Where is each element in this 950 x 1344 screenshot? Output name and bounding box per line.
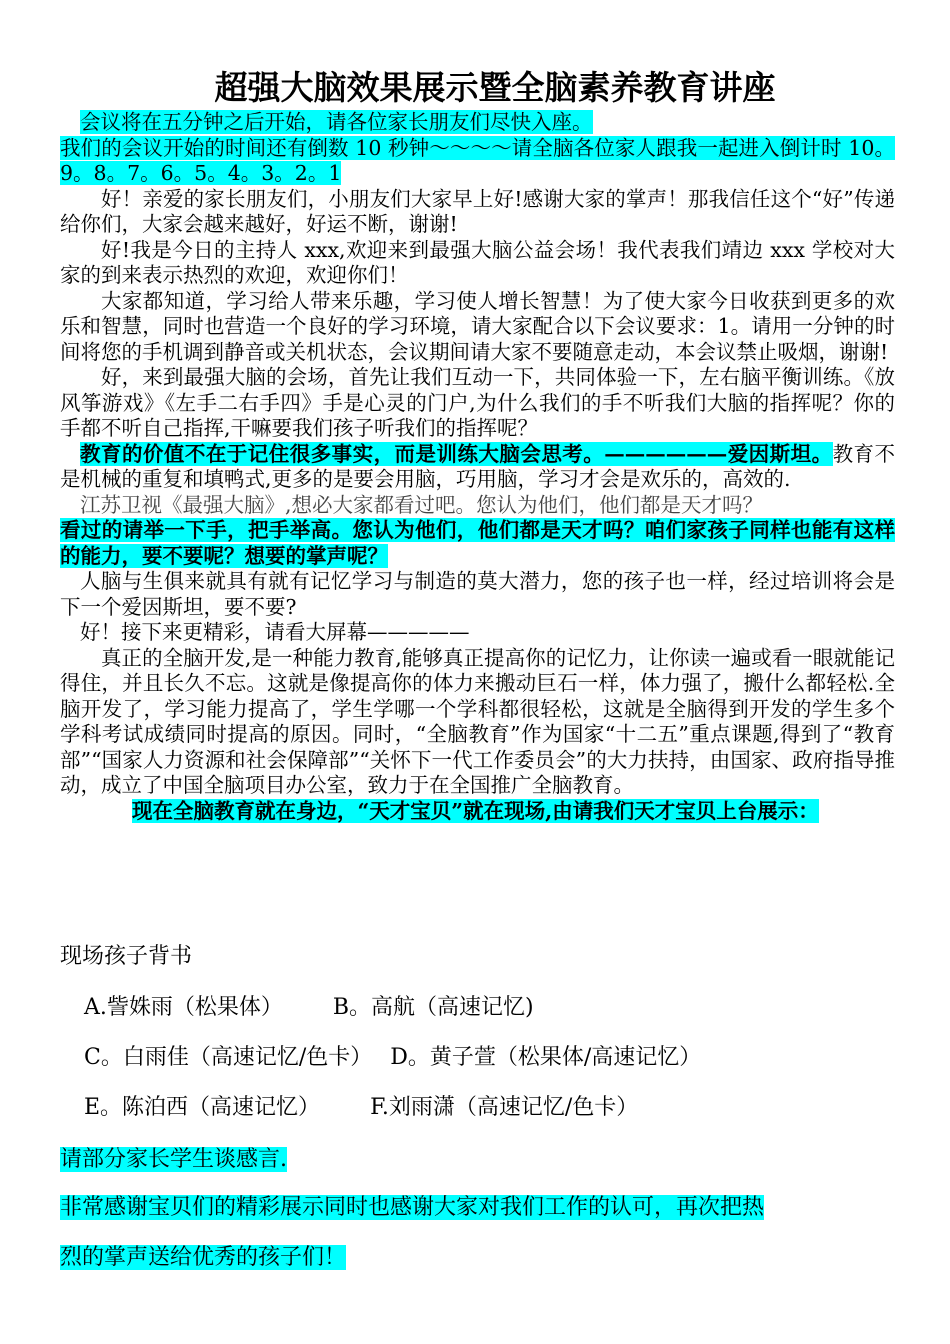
paragraph-start-notice: 会议将在五分钟之后开始，请各位家长朋友们尽快入座。 — [80, 110, 593, 134]
paragraph-genius-show: 现在全脑教育就在身边，“天才宝贝”就在现场,由请我们天才宝贝上台展示： — [132, 798, 819, 823]
closing-thanks-line1: 非常感谢宝贝们的精彩展示同时也感谢大家对我们工作的认可，再次把热 — [60, 1195, 765, 1220]
kid-c: C。白雨佳（高速记忆/色卡） — [84, 1045, 373, 1070]
recite-heading: 现场孩子背书 — [60, 944, 193, 969]
closing-feedback: 请部分家长学生谈感言. — [60, 1147, 287, 1172]
kids-row-2 — [84, 1043, 919, 1073]
paragraph-whole-brain: 真正的全脑开发,是一种能力教育,能够真正提高你的记忆力，让你读一遍或看一眼就能记得住，并且长久不忘。这就是像提高你的体力来搬动巨石一样，体力强了，搬什么都轻松.全脑开发了，学习能力提高了，学生学哪一个学科都很轻松，这就是全脑得到开发的学生多个学科考试成绩同时提高的原因。同时，“全脑教育”作为国家“十二五”重点课题,得到了“教育部”“国家人力资源和社会保障部”“关怀下一代工作委员会”的大力扶持，由国家、政府指导推动，成立了中国全脑项目办公室，致力于在全国推广全脑教育。 — [60, 645, 895, 797]
paragraph-interaction: 好，来到最强大脑的会场，首先让我们互动一下，共同体验一下，左右脑平衡训练。《放风筝游戏》《左手二右手四》手是心灵的门户,为什么我们的手不听我们大脑的指挥呢？你的手都不听自己指挥,干嘛要我们孩子听我们的指挥呢？ — [60, 365, 895, 440]
paragraph-host-intro: 好!我是今日的主持人 xxx,欢迎来到最强大脑公益会场！我代表我们靖边 xxx 学校对大家的到来表示热烈的欢迎，欢迎你们！ — [60, 237, 895, 287]
paragraph-raise-hands: 看过的请举一下手，把手举高。您认为他们，他们都是天才吗？咱们家孩子同样也能有这样的能力，要不要呢？想要的掌声呢？ — [60, 518, 895, 568]
paragraph-brain-potential: 人脑与生俱来就具有就有记忆学习与制造的莫大潜力，您的孩子也一样，经过培训将会是下一个爱因斯坦，要不要? — [60, 569, 895, 619]
paragraph-tv-show: 江苏卫视《最强大脑》,想必大家都看过吧。您认为他们，他们都是天才吗？ — [80, 492, 764, 517]
closing-thanks-line2: 烈的掌声送给优秀的孩子们！ — [60, 1245, 347, 1270]
kid-d: D。黄子萱（松果体/高速记忆） — [390, 1045, 702, 1070]
paragraph-einstein-quote: 教育的价值不在于记住很多事实，而是训练大脑会思考。——————爱因斯坦。教育不是机械的重复和填鸭式,更多的是要会用脑，巧用脑，学习才会是欢乐的，高效的. — [60, 441, 896, 491]
kid-b: B。高航（高速记忆) — [332, 995, 534, 1020]
kid-a: A.訾姝雨（松果体） — [84, 995, 283, 1020]
paragraph-meeting-rules: 大家都知道，学习给人带来乐趣，学习使人增长智慧！为了使大家今日收获到更多的欢乐和智慧，同时也营造一个良好的学习环境，请大家配合以下会议要求：1。请用一分钟的时间将您的手机调到静音或关机状态，会议期间请大家不要随意走动，本会议禁止吸烟，谢谢! — [60, 288, 895, 364]
paragraph-greeting: 好！亲爱的家长朋友们，小朋友们大家早上好!感谢大家的掌声！那我信任这个“好”传递给你们，大家会越来越好，好运不断，谢谢! — [60, 186, 895, 236]
paragraph-countdown: 我们的会议开始的时间还有倒数 10 秒钟～～～～请全脑各位家人跟我一起进入倒计时 10。9。8。7。6。5。4。3。2。1 — [60, 135, 895, 185]
kids-row-1 — [84, 993, 919, 1023]
paragraph-big-screen: 好！接下来更精彩，请看大屏幕————— — [80, 620, 470, 644]
kid-e: E。陈泊西（高速记忆） — [84, 1095, 321, 1120]
kid-f: F.刘雨潇（高速记忆/色卡） — [370, 1095, 639, 1120]
document-body — [60, 110, 895, 824]
kids-row-3 — [84, 1093, 919, 1123]
document-title: 超强大脑效果展示暨全脑素养教育讲座 — [214, 68, 776, 107]
